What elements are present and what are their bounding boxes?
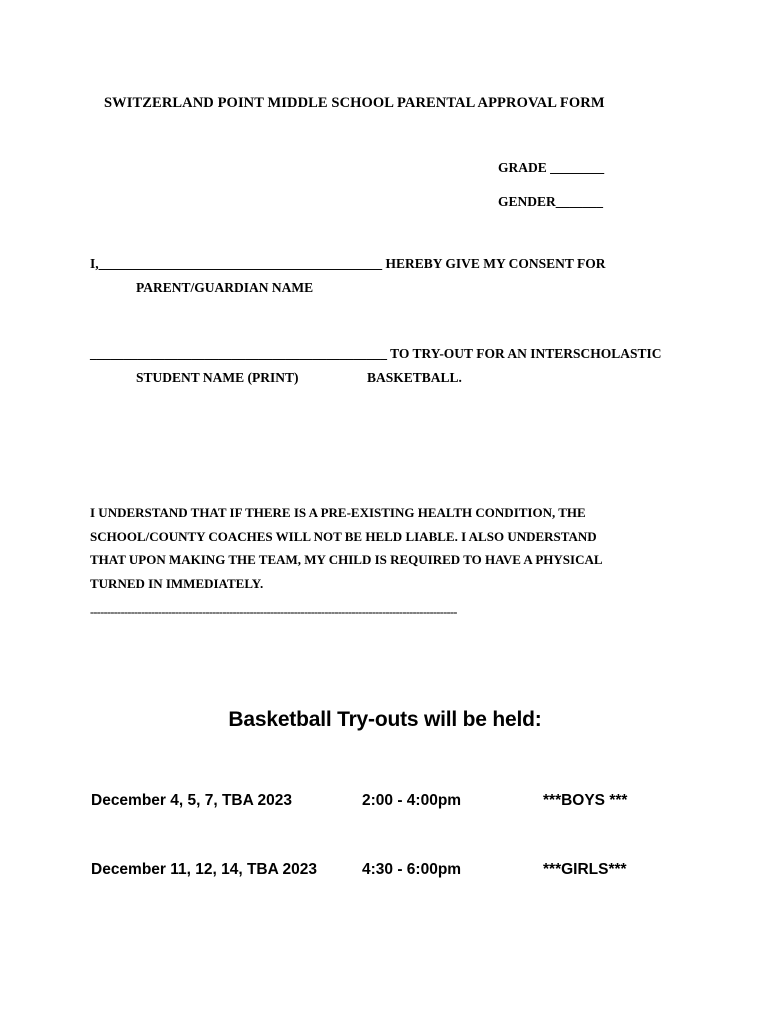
schedule-time: 2:00 - 4:00pm bbox=[362, 792, 462, 809]
liability-waiver bbox=[90, 501, 690, 595]
waiver-line: THAT UPON MAKING THE TEAM, MY CHILD IS REQUIRED TO HAVE A PHYSICAL bbox=[90, 552, 603, 567]
waiver-line: TURNED IN IMMEDIATELY. bbox=[90, 575, 264, 591]
grade-field: GRADE ________ bbox=[498, 160, 605, 175]
parent-guardian-name-caption: PARENT/GUARDIAN NAME bbox=[136, 280, 314, 295]
student-name-caption: STUDENT NAME (PRINT) bbox=[136, 370, 299, 385]
schedule-group: ***GIRLS*** bbox=[543, 861, 627, 878]
waiver-line: I UNDERSTAND THAT IF THERE IS A PRE-EXISTING HEALTH CONDITION, THE bbox=[90, 505, 586, 520]
schedule-group: ***BOYS *** bbox=[543, 792, 628, 809]
schedule-time: 4:30 - 6:00pm bbox=[362, 861, 462, 878]
sport-caption: BASKETBALL. bbox=[367, 370, 462, 385]
schedule-row-boys bbox=[0, 792, 770, 816]
schedule-row-girls bbox=[0, 861, 770, 885]
schedule-dates: December 11, 12, 14, TBA 2023 bbox=[91, 861, 318, 878]
waiver-line: SCHOOL/COUNTY COACHES WILL NOT BE HELD LIABLE. I ALSO UNDERSTAND bbox=[90, 528, 597, 544]
student-tryout-line: ____________________________________________ TO TRY-OUT FOR AN INTERSCHOLASTIC bbox=[90, 346, 662, 361]
form-title: SWITZERLAND POINT MIDDLE SCHOOL PARENTAL APPROVAL FORM bbox=[104, 95, 605, 111]
cut-line-separator: ------------------------------------------------------------------------------------------------------------ bbox=[90, 605, 457, 619]
tryouts-heading: Basketball Try-outs will be held: bbox=[228, 708, 542, 731]
parent-consent-line: I,__________________________________________ HEREBY GIVE MY CONSENT FOR bbox=[90, 256, 606, 271]
schedule-dates: December 4, 5, 7, TBA 2023 bbox=[91, 792, 293, 809]
gender-field: GENDER_______ bbox=[498, 194, 604, 209]
